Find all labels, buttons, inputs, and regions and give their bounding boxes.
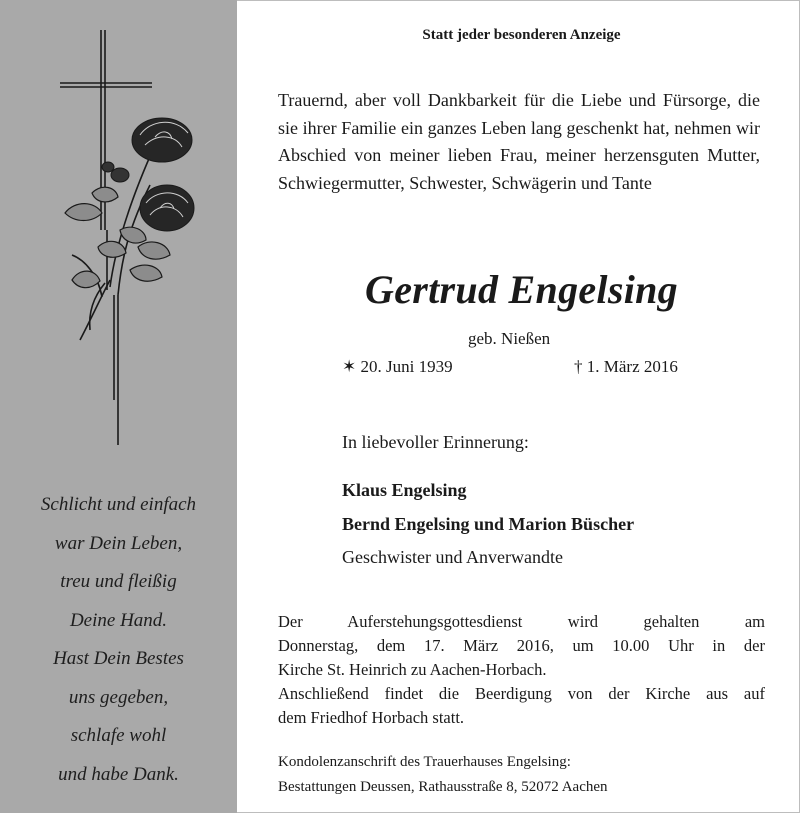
poem-line: war Dein Leben, (54, 532, 183, 554)
service-line: Anschließend findet die Beerdigung von der Kirche aus auf (278, 684, 765, 703)
condolence-address (278, 750, 765, 800)
poem-line: Deine Hand. (69, 609, 168, 631)
service-line: Der Auferstehungsgottesdienst wird gehalten am (278, 612, 765, 631)
mourner-name: Klaus Engelsing (342, 480, 467, 500)
poem-line: und habe Dank. (58, 763, 179, 785)
relatives-line: Geschwister und Anverwandte (342, 547, 563, 567)
poem-line: Schlicht und einfach (40, 494, 197, 515)
service-line: dem Friedhof Horbach statt. (278, 708, 465, 727)
poem-line: uns gegeben, (68, 686, 169, 708)
birth-date: ✶ 20. Juni 1939 (342, 357, 453, 376)
memory-line: In liebevoller Erinnerung: (342, 432, 529, 452)
poem-line: Hast Dein Bestes (53, 648, 184, 669)
deceased-name: Gertrud Engelsing (365, 267, 678, 312)
poem-line: schlafe wohl (70, 725, 167, 746)
service-line: Donnerstag, dem 17. März 2016, um 10.00 Uhr in der (278, 636, 765, 655)
side-panel (0, 0, 237, 813)
service-line: Kirche St. Heinrich zu Aachen-Horbach. (278, 660, 547, 679)
mourner-name: Bernd Engelsing und Marion Büscher (342, 514, 635, 534)
cross-roses-icon (50, 25, 210, 450)
poem (0, 486, 237, 794)
service-info (278, 610, 765, 730)
condolence-line: Bestattungen Deussen, Rathausstraße 8, 52072 Aachen (278, 779, 608, 795)
poem-line: treu und fleißig (60, 571, 177, 592)
death-date: † 1. März 2016 (574, 357, 678, 376)
notice-heading: Statt jeder besonderen Anzeige (422, 27, 621, 43)
intro-text: Trauernd, aber voll Dankbarkeit für die Liebe und Fürsorge, die sie ihrer Familie ein ganzes Leben lang geschenkt hat, nehmen wir Abschied von meiner lieben Frau, meiner herzensguten Mutter, Schwiegermutter, Schwester, Schwägerin und Tante (278, 90, 760, 193)
birth-name: geb. Nießen (468, 329, 551, 348)
condolence-line: Kondolenzanschrift des Trauerhauses Engelsing: (278, 754, 571, 770)
